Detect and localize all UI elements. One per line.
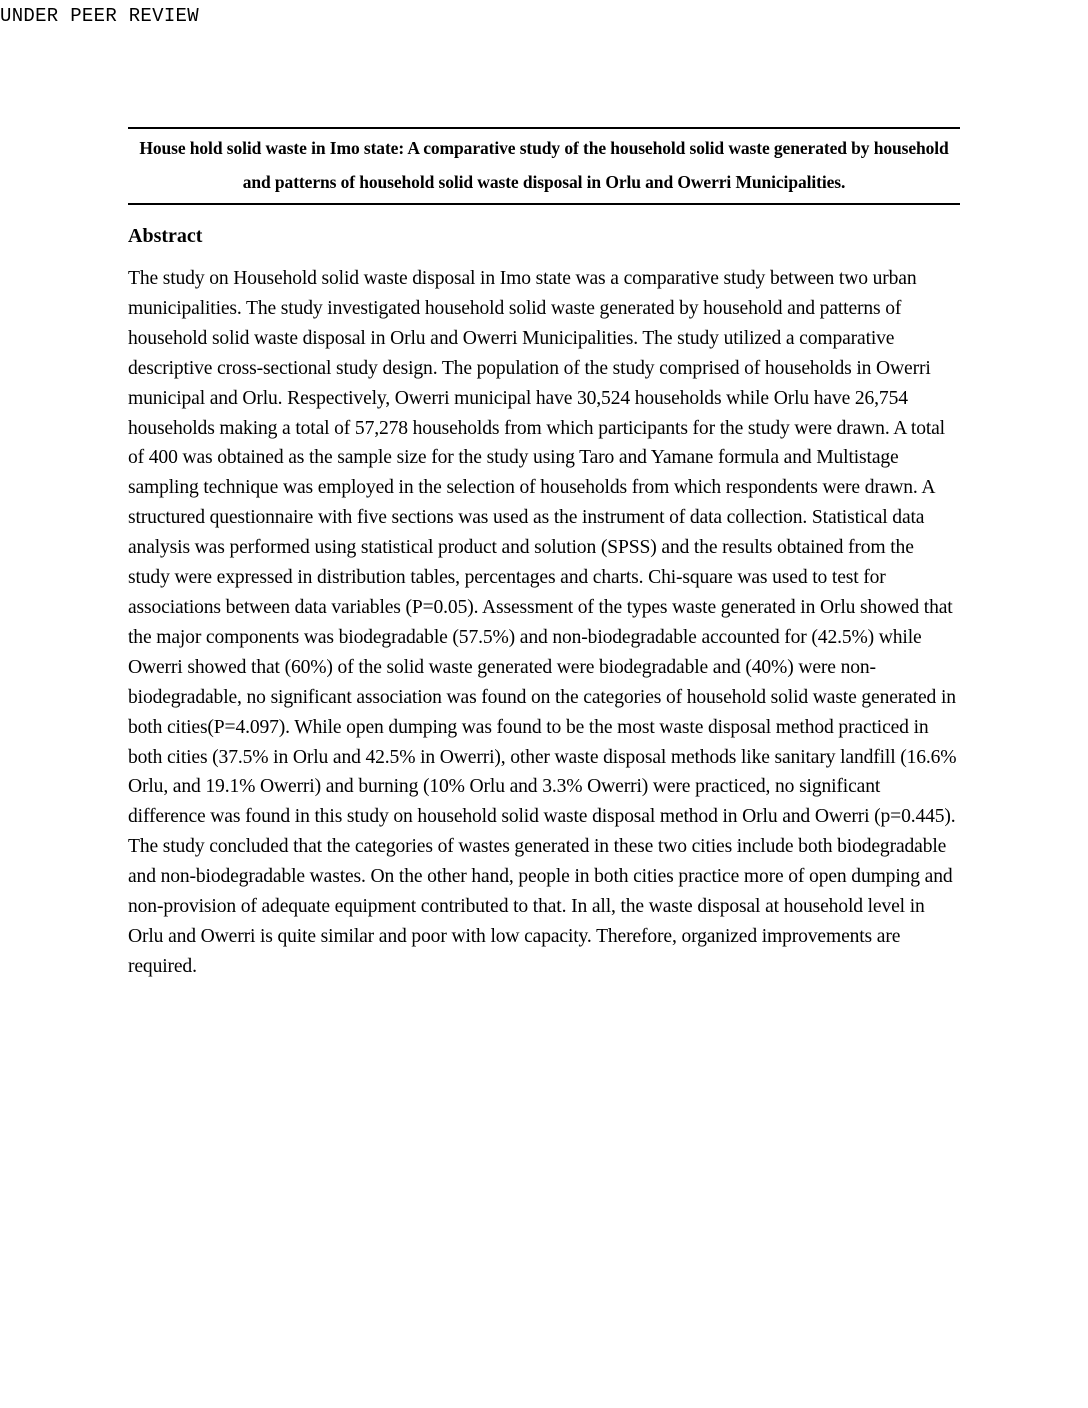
- peer-review-watermark: UNDER PEER REVIEW: [0, 5, 199, 27]
- paper-content: [128, 127, 960, 982]
- paper-title: House hold solid waste in Imo state: A comparative study of the household solid waste generated by household and patterns of household solid waste disposal in Orlu and Owerri Municipalities.: [139, 138, 949, 192]
- abstract-body: The study on Household solid waste disposal in Imo state was a comparative study between two urban municipalities. The study investigated household solid waste generated by household and patterns of household solid waste disposal in Orlu and Owerri Municipalities. The study utilized a comparative descriptive cross-sectional study design. The population of the study comprised of households in Owerri municipal and Orlu. Respectively, Owerri municipal have 30,524 households while Orlu have 26,754 households making a total of 57,278 households from which participants for the study were drawn. A total of 400 was obtained as the sample size for the study using Taro and Yamane formula and Multistage sampling technique was employed in the selection of households from which respondents were drawn. A structured questionnaire with five sections was used as the instrument of data collection. Statistical data analysis was performed using statistical product and solution (SPSS) and the results obtained from the study were expressed in distribution tables, percentages and charts. Chi-square was used to test for associations between data variables (P=0.05). Assessment of the types waste generated in Orlu showed that the major components was biodegradable (57.5%) and non-biodegradable accounted for (42.5%) while Owerri showed that (60%) of the solid waste generated were biodegradable and (40%) were non-biodegradable, no significant association was found on the categories of household solid waste generated in both cities(P=4.097). While open dumping was found to be the most waste disposal method practiced in both cities (37.5% in Orlu and 42.5% in Owerri), other waste disposal methods like sanitary landfill (16.6% Orlu, and 19.1% Owerri) and burning (10% Orlu and 3.3% Owerri) were practiced, no significant difference was found in this study on household solid waste disposal method in Orlu and Owerri (p=0.445). The study concluded that the categories of wastes generated in these two cities include both biodegradable and non-biodegradable wastes. On the other hand, people in both cities practice more of open dumping and non-provision of adequate equipment contributed to that. In all, the waste disposal at household level in Orlu and Owerri is quite similar and poor with low capacity. Therefore, organized improvements are required.: [128, 268, 957, 977]
- title-block: [128, 127, 960, 205]
- abstract-heading: Abstract: [128, 225, 203, 247]
